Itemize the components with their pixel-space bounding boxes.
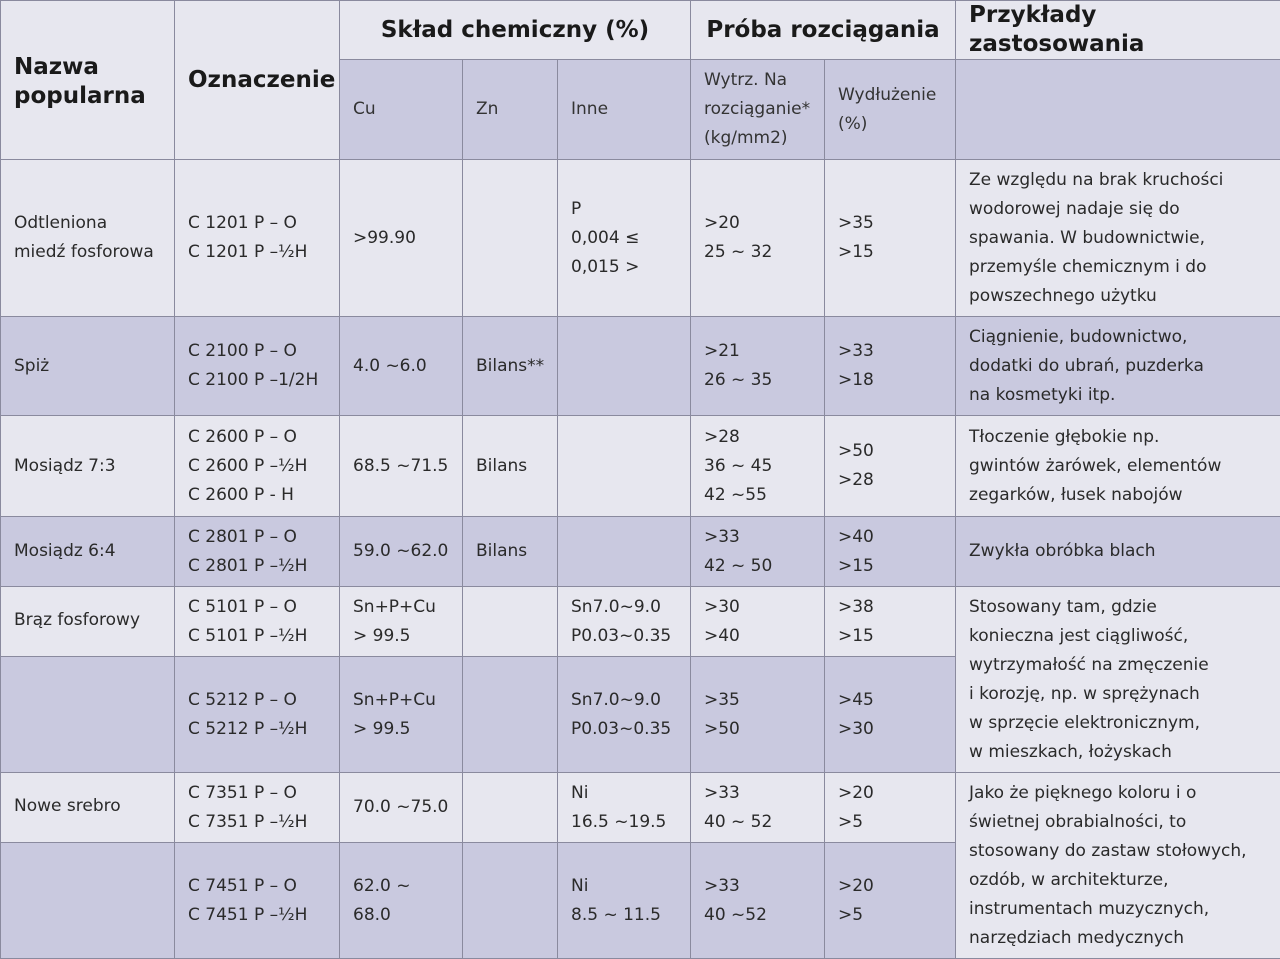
cell-name: Mosiądz 7:3 [1,416,175,517]
cell-line: >99.90 [353,224,449,253]
cell-line: >35 [704,686,811,715]
cell-el [825,843,956,959]
cell-line: w mieszkach, łożyskach [969,738,1267,767]
cell-line: Ze względu na brak kruchości [969,166,1267,195]
header-name: Nazwa popularna [1,1,175,160]
cell-zn [463,416,558,517]
cell-name: Odtleniona miedź fosforowa [1,160,175,317]
cell-inne [558,773,691,843]
cell-str [691,160,825,317]
cell-line: stosowany do zastaw stołowych, [969,837,1267,866]
cell-line: >15 [838,552,942,581]
cell-line: C 7351 P –½H [188,808,326,837]
cell-line: C 7351 P – O [188,779,326,808]
cell-line: > 99.5 [353,622,449,651]
cell-el [825,317,956,416]
cell-line: C 5212 P –½H [188,715,326,744]
cell-line: P0.03~0.35 [571,622,677,651]
cell-cu [340,160,463,317]
cell-cu [340,317,463,416]
cell-line: Ni [571,779,677,808]
cell-line: 26 ~ 35 [704,366,811,395]
cell-des [175,517,340,587]
cell-inne [558,843,691,959]
cell-app [956,517,1280,587]
cell-line: >33 [838,337,942,366]
header-chem: Skład chemiczny (%) [340,1,691,60]
cell-line: >18 [838,366,942,395]
cell-line: >50 [704,715,811,744]
cell-zn [463,160,558,317]
cell-line: C 1201 P – O [188,209,326,238]
cell-des [175,843,340,959]
cell-str [691,416,825,517]
cell-app [956,160,1280,317]
cell-str [691,587,825,657]
cell-line: na kosmetyki itp. [969,381,1267,410]
cell-str [691,773,825,843]
cell-line: >20 [704,209,811,238]
cell-line: powszechnego użytku [969,282,1267,311]
cell-line: >15 [838,622,942,651]
cell-line: 25 ~ 32 [704,238,811,267]
cell-line: 40 ~ 52 [704,808,811,837]
cell-name [1,843,175,959]
cell-name: Mosiądz 6:4 [1,517,175,587]
cell-line: wytrzymałość na zmęczenie [969,651,1267,680]
cell-line: 42 ~55 [704,481,811,510]
cell-line: P [571,195,677,224]
header-cu: Cu [340,60,463,160]
cell-inne [558,517,691,587]
cell-line: >5 [838,808,942,837]
cell-zn [463,317,558,416]
cell-str [691,517,825,587]
cell-str [691,317,825,416]
header-inne: Inne [558,60,691,160]
cell-line: Jako że pięknego koloru i o [969,779,1267,808]
cell-line: >38 [838,593,942,622]
cell-line: C 2100 P – O [188,337,326,366]
cell-line: Bilans [476,537,544,566]
cell-line: świetnej obrabialności, to [969,808,1267,837]
header-strength: Wytrz. Na rozciąganie* (kg/mm2) [691,60,825,160]
cell-des [175,160,340,317]
cell-line: Sn7.0~9.0 [571,593,677,622]
table-row [1,317,1280,416]
cell-line: P0.03~0.35 [571,715,677,744]
cell-str [691,843,825,959]
table-body [1,160,1280,959]
cell-line: 4.0 ~6.0 [353,352,449,381]
cell-line: ozdób, w architekturze, [969,866,1267,895]
table-row [1,517,1280,587]
header-designation: Oznaczenie [175,1,340,160]
cell-line: Bilans** [476,352,544,381]
cell-el [825,587,956,657]
cell-name: Brąz fosforowy [1,587,175,657]
cell-el [825,160,956,317]
cell-line: przemyśle chemicznym i do [969,253,1267,282]
cell-inne [558,317,691,416]
cell-line: Sn+P+Cu [353,686,449,715]
cell-line: 68.5 ~71.5 [353,452,449,481]
cell-line: C 1201 P –½H [188,238,326,267]
header-elongation: Wydłużenie (%) [825,60,956,160]
cell-el [825,657,956,773]
cell-name: Spiż [1,317,175,416]
cell-line: 68.0 [353,901,449,930]
cell-line: >20 [838,872,942,901]
cell-cu [340,587,463,657]
cell-line: i korozję, np. w sprężynach [969,680,1267,709]
cell-el [825,773,956,843]
table-row [1,160,1280,317]
cell-des [175,416,340,517]
cell-line: wodorowej nadaje się do [969,195,1267,224]
cell-line: 0,015 > [571,253,677,282]
cell-line: C 5212 P – O [188,686,326,715]
cell-line: 42 ~ 50 [704,552,811,581]
cell-line: spawania. W budownictwie, [969,224,1267,253]
cell-line: Bilans [476,452,544,481]
cell-line: w sprzęcie elektronicznym, [969,709,1267,738]
cell-el [825,416,956,517]
cell-line: C 2600 P –½H [188,452,326,481]
cell-line: >28 [704,423,811,452]
cell-line: zegarków, łusek nabojów [969,481,1267,510]
table-row [1,773,1280,843]
cell-des [175,587,340,657]
cell-line: 36 ~ 45 [704,452,811,481]
header-zn: Zn [463,60,558,160]
cell-cu [340,773,463,843]
cell-cu [340,657,463,773]
cell-line: >33 [704,523,811,552]
cell-line: 8.5 ~ 11.5 [571,901,677,930]
cell-line: instrumentach muzycznych, [969,895,1267,924]
cell-line: >40 [838,523,942,552]
cell-line: >5 [838,901,942,930]
cell-inne [558,160,691,317]
cell-inne [558,657,691,773]
cell-line: 70.0 ~75.0 [353,793,449,822]
cell-cu [340,843,463,959]
cell-line: 40 ~52 [704,901,811,930]
cell-line: >30 [704,593,811,622]
table-row [1,587,1280,657]
cell-line: >20 [838,779,942,808]
cell-cu [340,416,463,517]
cell-cu [340,517,463,587]
cell-zn [463,587,558,657]
cell-line: >35 [838,209,942,238]
cell-line: C 2801 P –½H [188,552,326,581]
cell-line: Sn7.0~9.0 [571,686,677,715]
cell-zn [463,773,558,843]
cell-name [1,657,175,773]
cell-zn [463,657,558,773]
header-tensile: Próba rozciągania [691,1,956,60]
cell-line: >15 [838,238,942,267]
cell-line: 59.0 ~62.0 [353,537,449,566]
cell-line: C 7451 P – O [188,872,326,901]
cell-line: C 5101 P – O [188,593,326,622]
cell-line: >33 [704,779,811,808]
header-apps: Przykłady zastosowania [956,1,1280,60]
cell-line: C 2100 P –1/2H [188,366,326,395]
cell-line: >28 [838,466,942,495]
cell-des [175,317,340,416]
cell-zn [463,843,558,959]
cell-line: > 99.5 [353,715,449,744]
cell-line: >40 [704,622,811,651]
cell-inne [558,416,691,517]
cell-line: C 2801 P – O [188,523,326,552]
cell-app [956,773,1280,959]
cell-line: Ni [571,872,677,901]
cell-line: Ciągnienie, budownictwo, [969,323,1267,352]
cell-line: C 2600 P – O [188,423,326,452]
cell-line: >33 [704,872,811,901]
cell-app [956,587,1280,773]
cell-line: Zwykła obróbka blach [969,537,1267,566]
cell-line: narzędziach medycznych [969,924,1267,953]
cell-line: gwintów żarówek, elementów [969,452,1267,481]
cell-line: Stosowany tam, gdzie [969,593,1267,622]
cell-line: 0,004 ≤ [571,224,677,253]
cell-app [956,317,1280,416]
cell-line: Tłoczenie głębokie np. [969,423,1267,452]
cell-inne [558,587,691,657]
cell-des [175,657,340,773]
cell-line: C 5101 P –½H [188,622,326,651]
cell-line: 62.0 ~ [353,872,449,901]
cell-line: C 7451 P –½H [188,901,326,930]
cell-line: >45 [838,686,942,715]
cell-name: Nowe srebro [1,773,175,843]
cell-line: konieczna jest ciągliwość, [969,622,1267,651]
table-row [1,416,1280,517]
cell-line: >21 [704,337,811,366]
cell-el [825,517,956,587]
cell-zn [463,517,558,587]
cell-line: >50 [838,437,942,466]
cell-line: >30 [838,715,942,744]
cell-line: 16.5 ~19.5 [571,808,677,837]
cell-des [175,773,340,843]
cell-line: dodatki do ubrań, puzderka [969,352,1267,381]
cell-str [691,657,825,773]
cell-line: C 2600 P - H [188,481,326,510]
cell-app [956,416,1280,517]
cell-line: Sn+P+Cu [353,593,449,622]
header-apps-sub [956,60,1280,160]
